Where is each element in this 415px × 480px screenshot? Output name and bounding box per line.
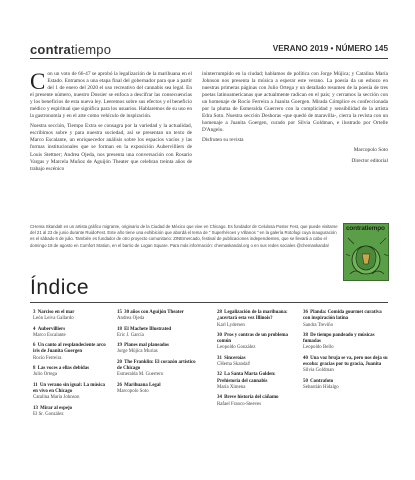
toc-entry[interactable]: 15 30 años con Aguijón Theater Andrea Ojeda <box>117 310 184 322</box>
toc-entry[interactable]: 36 Planda: Comida gourmet curativa con inspiración latina Sandra Treviño <box>303 310 382 328</box>
signature-role: Director editorial <box>351 157 388 164</box>
toc-entry[interactable]: 8 Las voces a ellas debidas Julio Ortega <box>33 366 90 378</box>
editorial-closing: Disfruten su revista <box>202 137 244 144</box>
toc-entry[interactable]: 6 Un canto al resplandeciente arco iris de Juanita Goergen Rocío Ferreira <box>33 343 106 361</box>
toc-entry[interactable]: 31 Sinceroías CHema Skandal! <box>217 355 251 368</box>
cover-thumbnail <box>343 223 389 281</box>
drop-cap: C <box>30 69 46 94</box>
toc-entry[interactable]: 3 Narciso en el mar León Leiva Gallardo <box>33 310 75 322</box>
toc-column-2 <box>117 310 197 399</box>
editorial-column-right <box>202 71 388 168</box>
toc-entry[interactable]: 11 Un verano sin igual: La música en vivo en Chicago Catalina María Johnson <box>33 382 105 401</box>
index-heading: Índice <box>30 276 90 299</box>
editorial-paragraph: Con un voto de 66-47 se aprobó la legalización de la marihuana en el Estado. Entramos a una etapa final del gobernador para que a partir del 1 de enero del 2020 el uso recreativo del cannabis sea legal. En el presente número, nuestro Dossier se enfoca a descifrar las consecuencias y los beneficios de esta nueva ley. Leeremos sobre sus efectos y el beneficio médico y espiritual que significa para los usuarios. Hablaremos de su uso en la gastronomía y en el arte como vehículo de inspiración. <box>30 69 192 120</box>
toc-column-4 <box>303 310 389 395</box>
index-divider <box>30 302 388 303</box>
editorial-paragraph: ininterrumpido en la ciudad; hablamos de política con Jorge Mújica; y Catalina María Johnson nos presenta la música a esperar este verano. La poesía da un esbozo en nuestras primeras páginas con Julio Ortega y un detallado resumen de la poesía de tres poetas latinoamericanas que actualmente radican en el país; y cerramos la sección con un homenaje de Rocío Ferreira a Juanita Goergen. Mirada Cómplice es confeccionada por la pluma de Esmeralda Guerrero con la complicidad y sensibilidad de la artista Edra Soto. Nuestra sección Deshoras -que quedó de maravilla-, cierra la revista con un homenaje a Juanita Goergen, curado por Silvia Goldman, e ilustrado por Ortelle D'Angelo. <box>202 71 388 134</box>
toc-entry[interactable]: 40 Una voz bruja se va, pero nos deja su escoba: gracias por tu gracia, Juanita Silvia Goldman <box>303 355 388 374</box>
editorial-paragraph: Nuestra sección, Tiempo Extra se consagra por la variedad y la actualidad, escribimos sobre y para nuestra sociedad, así se presentan un texto de Marco Escalante, un enriquecedor análisis sobre los espacios vacíos y las formas institucionales que se forman en la exposición Aubervilliers de Louis Stettner; Andrea Ojeda, nos presenta una conversación con Rosario Vargas y Marcela Muñoz de Aguijón Theater que celebran treinta años de trabajo escénico <box>30 123 192 172</box>
toc-entry[interactable]: 34 Breve historia del cáñamo Rafael Franco-Steeves <box>217 395 279 407</box>
issue-label: VERANO 2019 • NÚMERO 145 <box>272 44 388 53</box>
toc-entry[interactable]: 19 Planes mal planeados Jorge Mújica Murias <box>117 343 169 355</box>
toc-column-3 <box>217 310 297 412</box>
toc-entry[interactable]: 18 El Machete Illustrated Eric J. García <box>117 326 172 338</box>
toc-entry[interactable]: 50 Contrafoto Sebastián Hidalgo <box>303 378 339 390</box>
magazine-logo: contratiempo <box>30 42 112 57</box>
toc-column-1 <box>33 310 108 422</box>
toc-entry[interactable]: 13 Mirar al espejo El Sr. González <box>33 405 73 417</box>
toc-entry[interactable]: 38 De tiempo pandeado y músicas fumadas Leopoldo Bello <box>303 332 375 351</box>
cover-illustration <box>344 224 389 281</box>
toc-entry[interactable]: 28 Legalización de la marihuana: ¿acertará esta vez Illinois? Karl Lydersen <box>217 310 288 328</box>
toc-entry[interactable]: 30 Pros y contras de un problema común Leopoldo González <box>217 332 288 351</box>
toc-entry[interactable]: 26 Marihuana Legal Marcopolo Soto <box>117 382 161 394</box>
header-divider <box>30 58 388 59</box>
toc-entry[interactable]: 4 Aubervilliers Marco Escalante <box>33 326 66 338</box>
toc-entry[interactable]: 32 La Santa Marta Golden: Prehistoria del cannabis María Ximena <box>217 372 276 390</box>
toc-entry[interactable]: 20 The Franklin: El corazón artístico de Chicago Esmeralda M. Guerrero <box>117 359 196 378</box>
cover-title: contratiempo <box>346 225 385 232</box>
signature-name: Marcopolo Soto <box>353 147 388 154</box>
editorial-column-left <box>30 71 192 176</box>
cover-artist-credit: CHema Skandal! es un artista gráfico migrante, originario de la Ciudad de México que vive en Chicago. Es fundador de Celulosa Poster Fest, que puede visitarse del 21 al 23 de junio durante RuidoFest. Este año tiene una exhibición que abordá el tema de " Superhéroes y Villanos " en la galería Rotofugi cuya inauguración es el sábado 6 de julio. También es fundador de otro proyecto comunitario: ZINEmercado, festival de publicaciones independientes, que se llevará a cabo el domingo 18 de agosto en Comfort Station, en el barrio de Logan Square. Para más información: chemaskandal.org o en sus redes sociales @chemaskandal <box>30 224 338 248</box>
masthead <box>30 42 388 58</box>
